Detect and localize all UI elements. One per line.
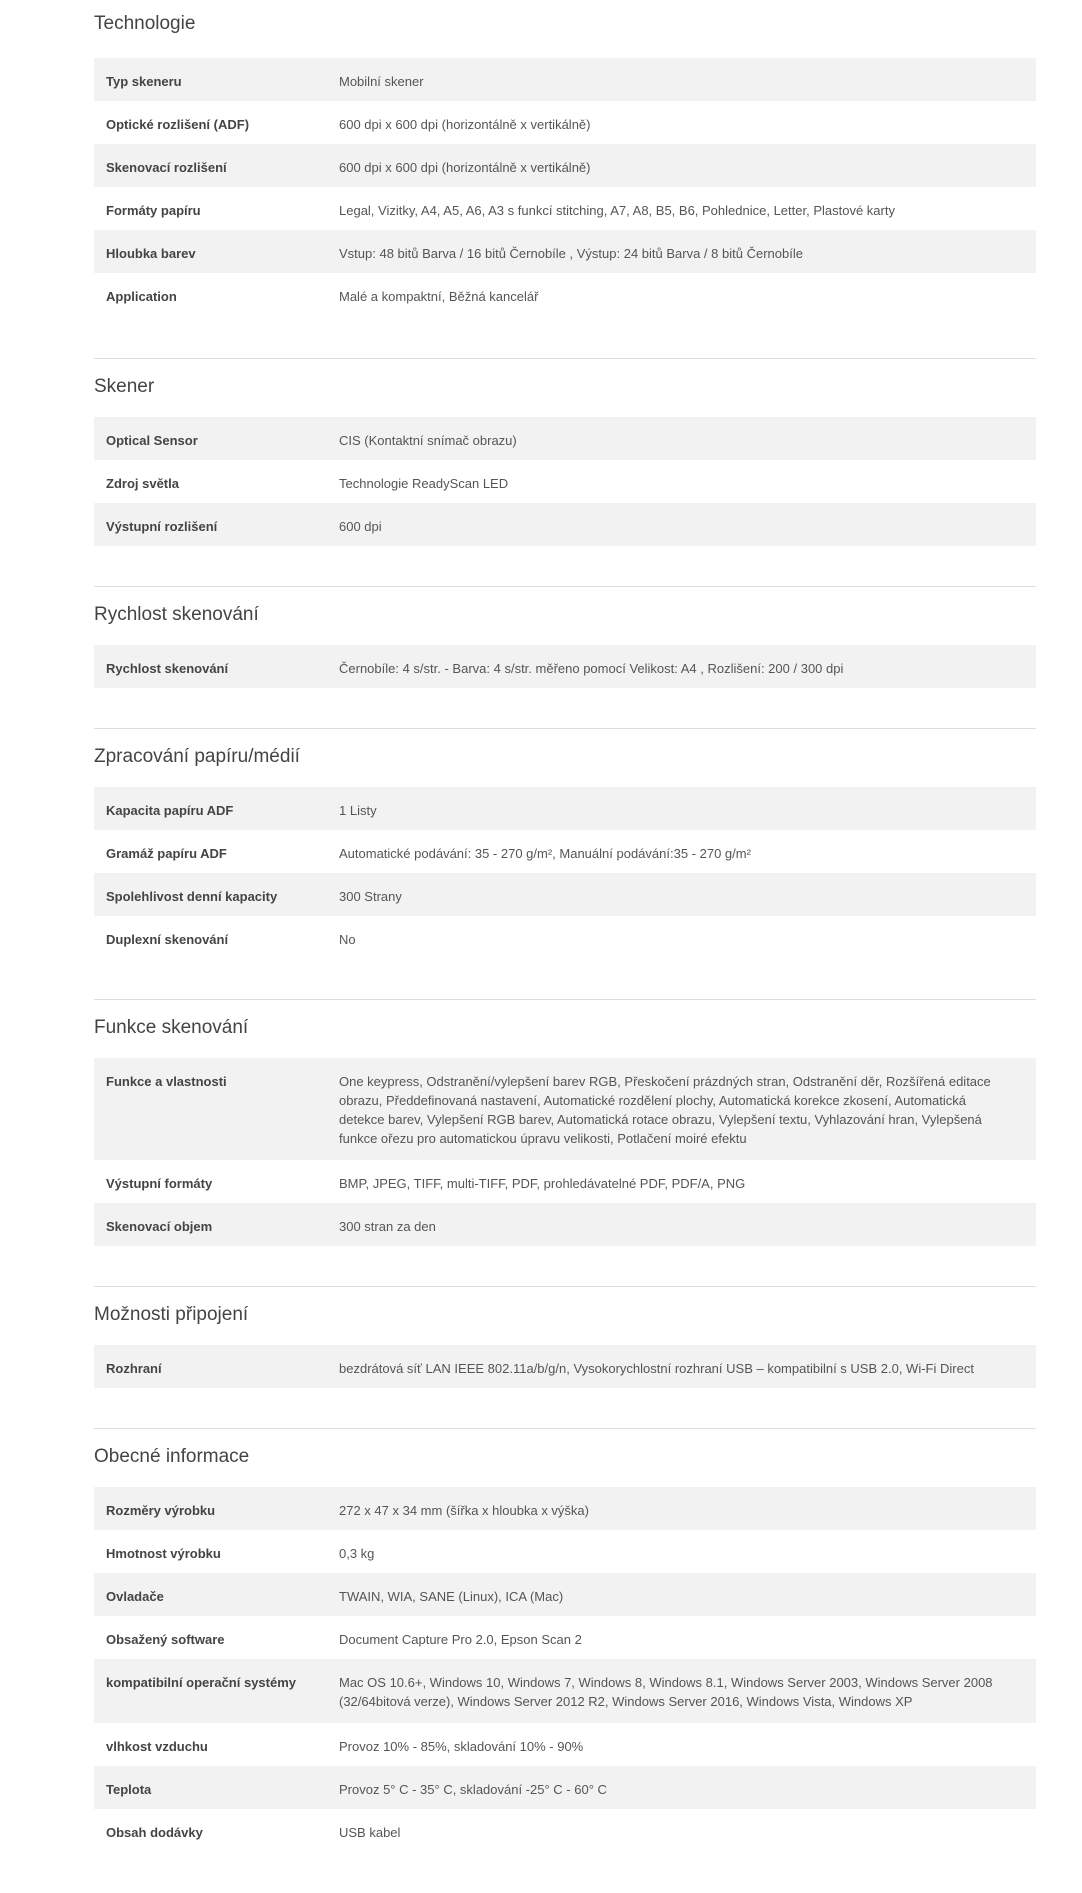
spec-row bbox=[94, 1573, 1036, 1616]
spec-value: One keypress, Odstranění/vylepšení barev RGB, Přeskočení prázdných stran, Odstranění děr, Rozšířená editace obrazu, Předdefinovaná nastavení, Automatické rozdělení plochy, Automatická korekce zkosení, Automatická detekce barev, Vylepšení RGB barev, Automatická rotace obrazu, Vylepšení textu, Vyhlazování hran, Vylepšená funkce ořezu pro automatickou úpravu velikosti, Potlačení moiré efektu bbox=[339, 1074, 991, 1146]
spec-value: CIS (Kontaktní snímač obrazu) bbox=[339, 433, 517, 448]
spec-section bbox=[94, 745, 1036, 1000]
spec-value: USB kabel bbox=[339, 1825, 401, 1840]
spec-value: 600 dpi x 600 dpi (horizontálně x vertikálně) bbox=[339, 117, 591, 132]
spec-row bbox=[94, 1616, 1036, 1659]
spec-label: Duplexní skenování bbox=[106, 932, 229, 947]
spec-value: 600 dpi x 600 dpi (horizontálně x vertikálně) bbox=[339, 160, 591, 175]
spec-table bbox=[94, 645, 1036, 688]
spec-row bbox=[94, 101, 1036, 144]
spec-row bbox=[94, 1766, 1036, 1809]
section-title: Možnosti připojení bbox=[94, 1304, 249, 1325]
spec-label: Application bbox=[106, 289, 177, 304]
spec-label: Spolehlivost denní kapacity bbox=[106, 889, 278, 904]
spec-label: Optical Sensor bbox=[106, 433, 198, 448]
spec-row bbox=[94, 273, 1036, 316]
section-title: Funkce skenování bbox=[94, 1017, 249, 1038]
spec-label: Výstupní formáty bbox=[106, 1176, 213, 1191]
specifications-list bbox=[94, 12, 1036, 1852]
spec-label: Kapacita papíru ADF bbox=[106, 803, 234, 818]
spec-row bbox=[94, 1487, 1036, 1530]
spec-label: Zdroj světla bbox=[106, 476, 179, 491]
spec-label: Funkce a vlastnosti bbox=[106, 1074, 227, 1089]
spec-row bbox=[94, 1530, 1036, 1573]
spec-table bbox=[94, 417, 1036, 546]
section-title: Rychlost skenování bbox=[94, 604, 259, 625]
spec-value: No bbox=[339, 932, 356, 947]
spec-value: TWAIN, WIA, SANE (Linux), ICA (Mac) bbox=[339, 1589, 564, 1604]
spec-value: Provoz 5° C - 35° C, skladování -25° C - 60° C bbox=[339, 1782, 607, 1797]
section-title: Skener bbox=[94, 376, 155, 397]
spec-row bbox=[94, 1160, 1036, 1203]
spec-value: Legal, Vizitky, A4, A5, A6, A3 s funkcí stitching, A7, A8, B5, B6, Pohlednice, Letter, Plastové karty bbox=[339, 203, 895, 218]
spec-table bbox=[94, 1345, 1036, 1388]
spec-value: Technologie ReadyScan LED bbox=[339, 476, 509, 491]
spec-label: Optické rozlišení (ADF) bbox=[106, 117, 250, 132]
spec-row bbox=[94, 1659, 1036, 1723]
spec-table bbox=[94, 58, 1036, 316]
spec-section bbox=[94, 1016, 1036, 1287]
spec-table bbox=[94, 1487, 1036, 1852]
spec-value: Mobilní skener bbox=[339, 74, 424, 89]
spec-value: 1 Listy bbox=[339, 803, 377, 818]
spec-row bbox=[94, 1203, 1036, 1246]
spec-row bbox=[94, 230, 1036, 273]
spec-value: Document Capture Pro 2.0, Epson Scan 2 bbox=[339, 1632, 582, 1647]
spec-section bbox=[94, 375, 1036, 587]
spec-label: Teplota bbox=[106, 1782, 152, 1797]
spec-row bbox=[94, 1809, 1036, 1852]
spec-row bbox=[94, 417, 1036, 460]
section-title: Obecné informace bbox=[94, 1446, 250, 1467]
spec-value: 600 dpi bbox=[339, 519, 382, 534]
spec-row bbox=[94, 460, 1036, 503]
spec-row bbox=[94, 830, 1036, 873]
spec-row bbox=[94, 873, 1036, 916]
spec-label: Formáty papíru bbox=[106, 203, 201, 218]
spec-label: Rozměry výrobku bbox=[106, 1503, 216, 1518]
spec-label: Hloubka barev bbox=[106, 246, 196, 261]
spec-table bbox=[94, 1058, 1036, 1246]
section-title: Technologie bbox=[94, 13, 196, 34]
spec-row bbox=[94, 1058, 1036, 1160]
section-title: Zpracování papíru/médií bbox=[94, 746, 300, 767]
spec-value: Malé a kompaktní, Běžná kancelář bbox=[339, 289, 539, 304]
spec-label: Gramáž papíru ADF bbox=[106, 846, 227, 861]
spec-value: Provoz 10% - 85%, skladování 10% - 90% bbox=[339, 1739, 584, 1754]
spec-row bbox=[94, 787, 1036, 830]
spec-value: 0,3 kg bbox=[339, 1546, 375, 1561]
spec-row bbox=[94, 187, 1036, 230]
spec-label: Skenovací rozlišení bbox=[106, 160, 227, 175]
spec-section bbox=[94, 12, 1036, 359]
spec-row bbox=[94, 1723, 1036, 1766]
spec-row bbox=[94, 58, 1036, 101]
spec-label: Obsah dodávky bbox=[106, 1825, 203, 1840]
spec-row bbox=[94, 1345, 1036, 1388]
spec-label: kompatibilní operační systémy bbox=[106, 1675, 297, 1690]
spec-table bbox=[94, 787, 1036, 959]
spec-value: bezdrátová síť LAN IEEE 802.11a/b/g/n, Vysokorychlostní rozhraní USB – kompatibilní s USB 2.0, Wi-Fi Direct bbox=[339, 1361, 974, 1376]
spec-value: 272 x 47 x 34 mm (šířka x hloubka x výška) bbox=[339, 1503, 589, 1518]
spec-row bbox=[94, 916, 1036, 959]
spec-row bbox=[94, 503, 1036, 546]
spec-label: Hmotnost výrobku bbox=[106, 1546, 221, 1561]
spec-value: 300 Strany bbox=[339, 889, 402, 904]
spec-value: Vstup: 48 bitů Barva / 16 bitů Černobíle , Výstup: 24 bitů Barva / 8 bitů Černobíle bbox=[339, 246, 803, 261]
spec-label: Obsažený software bbox=[106, 1632, 225, 1647]
spec-label: Ovladače bbox=[106, 1589, 164, 1604]
spec-label: Rychlost skenování bbox=[106, 661, 229, 676]
spec-row bbox=[94, 144, 1036, 187]
spec-value: 300 stran za den bbox=[339, 1219, 436, 1234]
spec-section bbox=[94, 1303, 1036, 1429]
spec-value: Mac OS 10.6+, Windows 10, Windows 7, Windows 8, Windows 8.1, Windows Server 2003, Windows Server 2008 (32/64bitová verze), Windows Server 2012 R2, Windows Server 2016, Windows Vista, Windows XP bbox=[339, 1675, 993, 1709]
spec-label: Výstupní rozlišení bbox=[106, 519, 218, 534]
spec-label: vlhkost vzduchu bbox=[106, 1739, 208, 1754]
spec-value: Černobíle: 4 s/str. - Barva: 4 s/str. měřeno pomocí Velikost: A4 , Rozlišení: 200 / 300 dpi bbox=[339, 661, 844, 676]
spec-section bbox=[94, 603, 1036, 729]
spec-label: Typ skeneru bbox=[106, 74, 182, 89]
spec-value: Automatické podávání: 35 - 270 g/m², Manuální podávání:35 - 270 g/m² bbox=[339, 846, 751, 861]
spec-label: Rozhraní bbox=[106, 1361, 162, 1376]
spec-row bbox=[94, 645, 1036, 688]
spec-value: BMP, JPEG, TIFF, multi-TIFF, PDF, prohledávatelné PDF, PDF/A, PNG bbox=[339, 1176, 746, 1191]
spec-label: Skenovací objem bbox=[106, 1219, 213, 1234]
spec-section bbox=[94, 1445, 1036, 1852]
